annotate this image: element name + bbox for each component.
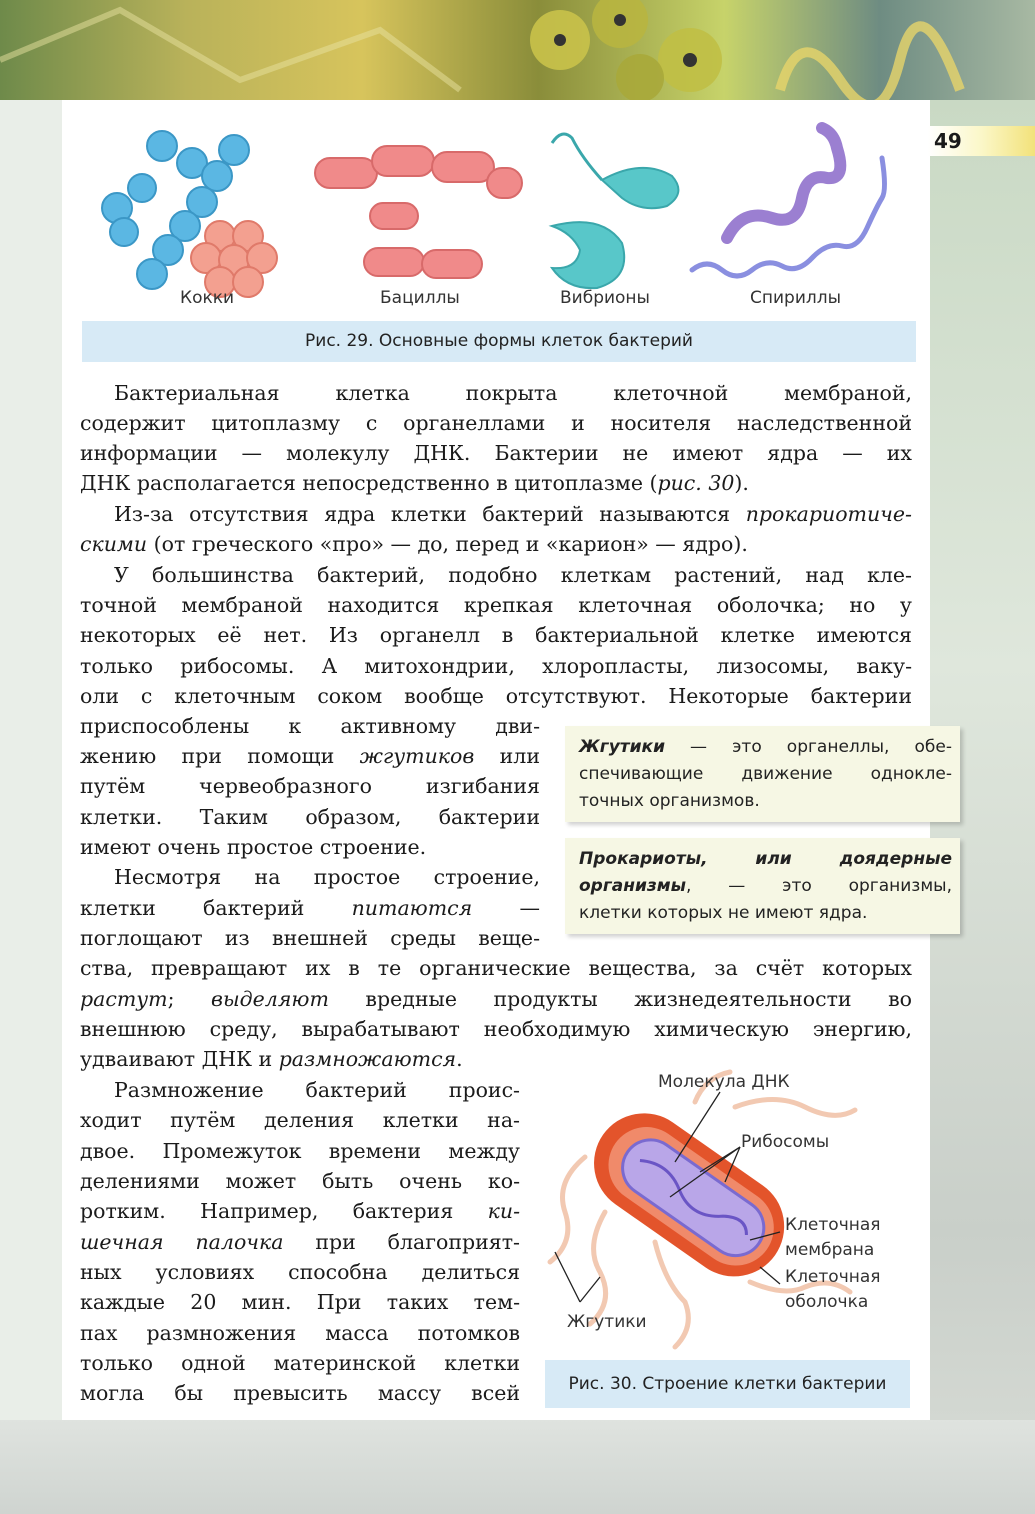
label-spirilla: Спириллы — [750, 288, 842, 308]
paragraph-3-line-4: только рибосомы. А митохондрии, хлоропласты, лизосомы, ваку- — [80, 654, 912, 678]
paragraph-1-line-3: информации — молекулу ДНК. Бактерии не имеют ядра — их — [80, 441, 912, 465]
paragraph-3-line-5: оли с клеточным соком вообще отсутствуют. Некоторые бактерии — [80, 684, 912, 708]
paragraph-4-line-4: клетки. Таким образом, бактерии — [80, 805, 540, 829]
paragraph-6-line-2: растут; выделяют вредные продукты жизнедеятельности во — [80, 987, 912, 1011]
paragraph-7-line-9: пах размножения масса потомков — [80, 1321, 520, 1345]
paragraph-5: Несмотря на простое строение, — [114, 865, 540, 889]
spirilla-illustration — [692, 128, 885, 276]
label-cocci: Кокки — [180, 288, 235, 308]
paragraph-1-line-4: ДНК располагается непосредственно в цитоплазме (рис. 30). — [80, 471, 749, 495]
definition-box-prokaryotes: Прокариоты, или доядерные организмы, — это организмы, клетки которых не имеют ядра. — [565, 838, 960, 934]
paragraph-2: Из-за отсутствия ядра клетки бактерий называются прокариотиче- — [114, 502, 912, 526]
label-vibrio: Вибрионы — [560, 288, 650, 308]
label-ribosomes: Рибосомы — [741, 1132, 830, 1152]
page-number: 49 — [928, 126, 1035, 156]
figure-29-caption: Рис. 29. Основные формы клеток бактерий — [82, 321, 916, 362]
vibrio-illustration — [552, 134, 678, 288]
paragraph-7-line-5: ротким. Например, бактерия ки- — [80, 1199, 520, 1223]
label-cell-wall-line1: Клеточная — [785, 1267, 881, 1287]
paragraph-4-line-5: имеют очень простое строение. — [80, 835, 427, 859]
label-membrane-line1: Клеточная — [785, 1215, 881, 1235]
paragraph-4-line-2: жению при помощи жгутиков или — [80, 744, 540, 768]
paragraph-5-line-2: клетки бактерий питаются — — [80, 896, 540, 920]
paragraph-3: У большинства бактерий, подобно клеткам растений, над кле- — [114, 563, 912, 587]
paragraph-7-line-6: шечная палочка при благоприят- — [80, 1230, 520, 1254]
label-membrane-line2: мембрана — [785, 1240, 875, 1260]
paragraph-4: приспособлены к активному дви- — [80, 714, 540, 738]
paragraph-5-line-3: поглощают из внешней среды веще- — [80, 926, 540, 950]
bacilli-illustration — [315, 146, 522, 278]
definition-term: Жгутики — [579, 737, 665, 757]
paragraph-7: Размножение бактерий проис- — [114, 1078, 520, 1102]
paragraph-7-line-3: двое. Промежуток времени между — [80, 1139, 520, 1163]
paragraph-7-line-7: ных условиях способна делиться — [80, 1260, 520, 1284]
figure-29-bacteria-forms — [82, 118, 916, 318]
paragraph-7-line-8: каждые 20 мин. При таких тем- — [80, 1290, 520, 1314]
staphylococci-cluster — [191, 221, 277, 297]
label-cell-wall-line2: оболочка — [785, 1292, 869, 1312]
figure-30-bacterial-cell — [545, 1062, 915, 1362]
label-bacilli: Бациллы — [380, 288, 460, 308]
paragraph-3-line-3: некоторых её нет. Из органелл в бактериальной клетке имеются — [80, 623, 912, 647]
header-banner-image — [0, 0, 1035, 100]
paragraph-7-line-10: только одной материнской клетки — [80, 1351, 520, 1375]
paragraph-7-line-11: могла бы превысить массу всей — [80, 1381, 520, 1405]
paragraph-4-line-3: путём червеобразного изгибания — [80, 774, 540, 798]
paragraph-6: ства, превращают их в те органические вещества, за счёт которых — [80, 956, 912, 980]
paragraph-2-line-2: скими (от греческого «про» — до, перед и «карион» — ядро). — [80, 532, 748, 556]
paragraph-6-line-3: внешнюю среду, вырабатывают необходимую химическую энергию, — [80, 1017, 912, 1041]
paragraph-7-line-4: делениями может быть очень ко- — [80, 1169, 520, 1193]
bottom-background — [0, 1420, 1035, 1514]
figure-30-caption: Рис. 30. Строение клетки бактерии — [545, 1360, 910, 1408]
definition-term: Прокариоты, или доядерные — [579, 849, 952, 869]
banner-decoration — [0, 0, 1035, 100]
definition-box-flagella: Жгутики — это органеллы, обе- спечивающие движение однокле- точных организмов. — [565, 726, 960, 822]
cell-body — [574, 1094, 803, 1296]
paragraph-1: Бактериальная клетка покрыта клеточной мембраной, — [114, 381, 912, 405]
paragraph-3-line-2: точной мембраной находится крепкая клеточная оболочка; но у — [80, 593, 912, 617]
paragraph-6-line-4: удваивают ДНК и размножаются. — [80, 1047, 463, 1071]
paragraph-1-line-2: содержит цитоплазму с органеллами и носителя наследственной — [80, 411, 912, 435]
label-flagella: Жгутики — [567, 1312, 647, 1332]
label-dna-molecule: Молекула ДНК — [658, 1072, 790, 1092]
paragraph-7-line-2: ходит путём деления клетки на- — [80, 1108, 520, 1132]
